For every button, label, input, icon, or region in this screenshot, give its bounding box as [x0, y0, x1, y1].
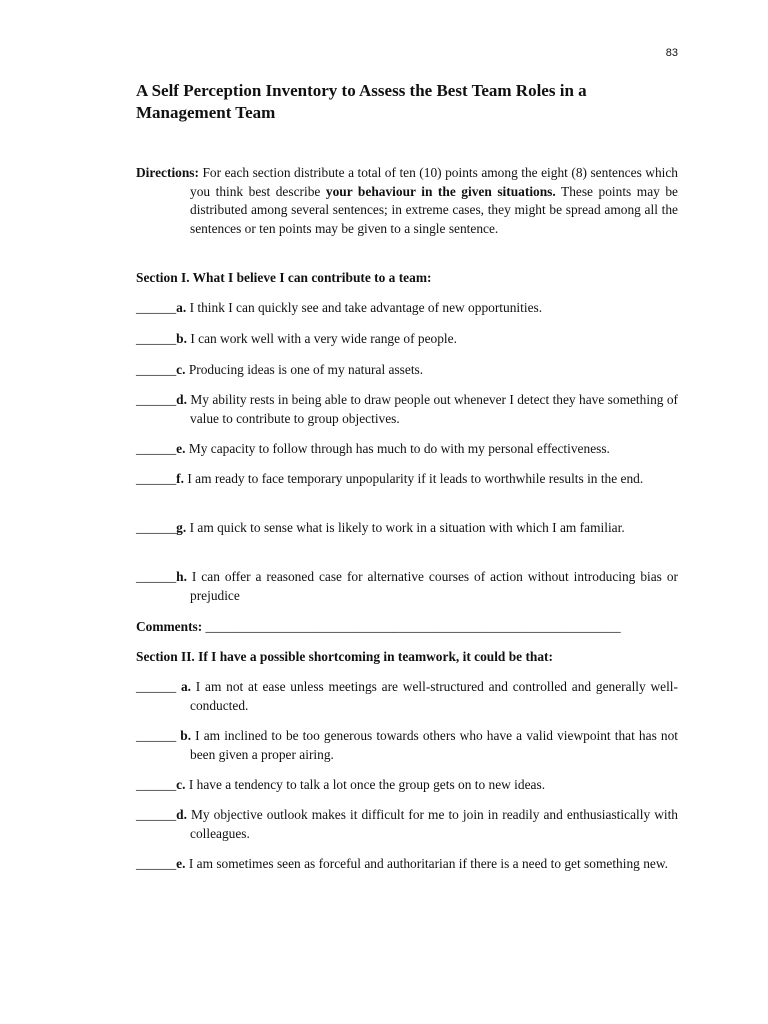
item-letter: h. — [176, 569, 187, 584]
answer-blank[interactable]: ______ — [136, 300, 177, 315]
directions-text-2: These points may be distributed among several sentences; in extreme cases, they might be spread among all the sentences or ten points may be given to a single sentence. — [190, 183, 678, 236]
section-2-item-c — [136, 776, 678, 795]
answer-blank[interactable]: ______ — [136, 679, 181, 694]
answer-blank[interactable]: ______ — [136, 728, 181, 743]
section-1-item-c — [136, 361, 678, 380]
directions-paragraph — [136, 164, 678, 238]
section-2-item-b — [136, 727, 678, 764]
item-letter: c. — [176, 362, 186, 377]
section-1-item-e — [136, 440, 678, 459]
comments-row — [136, 618, 678, 636]
answer-blank[interactable]: ______ — [136, 777, 177, 792]
section-1-item-g — [136, 519, 678, 538]
page-title: A Self Perception Inventory to Assess the Best Team Roles in a Management Team — [136, 81, 587, 122]
item-text: I can offer a reasoned case for alternative courses of action without introducing bias or prejudice — [186, 569, 678, 603]
item-letter: f. — [176, 471, 184, 486]
item-text: I have a tendency to talk a lot once the group gets on to new ideas. — [185, 777, 546, 792]
section-1-item-a — [136, 299, 678, 318]
item-letter: e. — [176, 441, 186, 456]
section-1-item-b — [136, 330, 678, 349]
answer-blank[interactable]: ______ — [136, 569, 177, 584]
comments-line[interactable]: ______________________________________________________________ — [202, 619, 621, 634]
item-letter: a. — [180, 679, 191, 694]
answer-blank[interactable]: ______ — [136, 362, 177, 377]
item-text: I am sometimes seen as forceful and authoritarian if there is a need to get something new. — [185, 856, 668, 871]
item-letter: e. — [176, 856, 186, 871]
item-text: My capacity to follow through has much to do with my personal effectiveness. — [185, 441, 610, 456]
directions-label: Directions: — [136, 165, 199, 180]
answer-blank[interactable]: ______ — [136, 331, 177, 346]
directions-emphasis: your behaviour in the given situations. — [325, 183, 556, 199]
answer-blank[interactable]: ______ — [136, 856, 177, 871]
directions-text-1: For each section distribute a total of ten (10) points among the eight (8) sentences which you think best describe — [190, 165, 678, 199]
item-letter: d. — [176, 807, 187, 822]
item-text: I am not at ease unless meetings are well-structured and controlled and generally well-conducted. — [190, 679, 678, 713]
item-text: I am ready to face temporary unpopularity if it leads to worthwhile results in the end. — [183, 471, 644, 486]
section-2-item-d — [136, 806, 678, 843]
item-letter: a. — [176, 300, 187, 315]
section-1-item-d — [136, 391, 678, 428]
answer-blank[interactable]: ______ — [136, 807, 177, 822]
answer-blank[interactable]: ______ — [136, 471, 177, 486]
section-1-item-h — [136, 568, 678, 605]
section-2-heading: Section II. If I have a possible shortcoming in teamwork, it could be that: — [136, 649, 553, 664]
comments-label: Comments: — [136, 619, 203, 634]
item-letter: b. — [176, 331, 187, 346]
answer-blank[interactable]: ______ — [136, 441, 177, 456]
item-letter: g. — [176, 520, 187, 535]
section-2-item-a — [136, 678, 678, 715]
answer-blank[interactable]: ______ — [136, 392, 177, 407]
item-letter: d. — [176, 392, 187, 407]
page-number: 83 — [665, 47, 678, 59]
item-text: I am quick to sense what is likely to work in a situation with which I am familiar. — [186, 520, 625, 535]
item-text: My ability rests in being able to draw people out whenever I detect they have something of value to contribute to group objectives. — [186, 392, 678, 426]
section-2-item-e — [136, 855, 678, 874]
item-letter: c. — [176, 777, 186, 792]
section-1-item-f — [136, 470, 678, 489]
item-letter: b. — [180, 728, 192, 743]
item-text: I am inclined to be too generous towards others who have a valid viewpoint that has not been given a proper airing. — [190, 728, 678, 762]
answer-blank[interactable]: ______ — [136, 520, 177, 535]
item-text: I think I can quickly see and take advantage of new opportunities. — [186, 300, 543, 315]
item-text: My objective outlook makes it difficult for me to join in readily and enthusiastically with colleagues. — [186, 807, 678, 841]
item-text: I can work well with a very wide range of people. — [186, 331, 457, 346]
item-text: Producing ideas is one of my natural assets. — [185, 362, 424, 377]
section-1-heading: Section I. What I believe I can contribute to a team: — [136, 270, 432, 285]
